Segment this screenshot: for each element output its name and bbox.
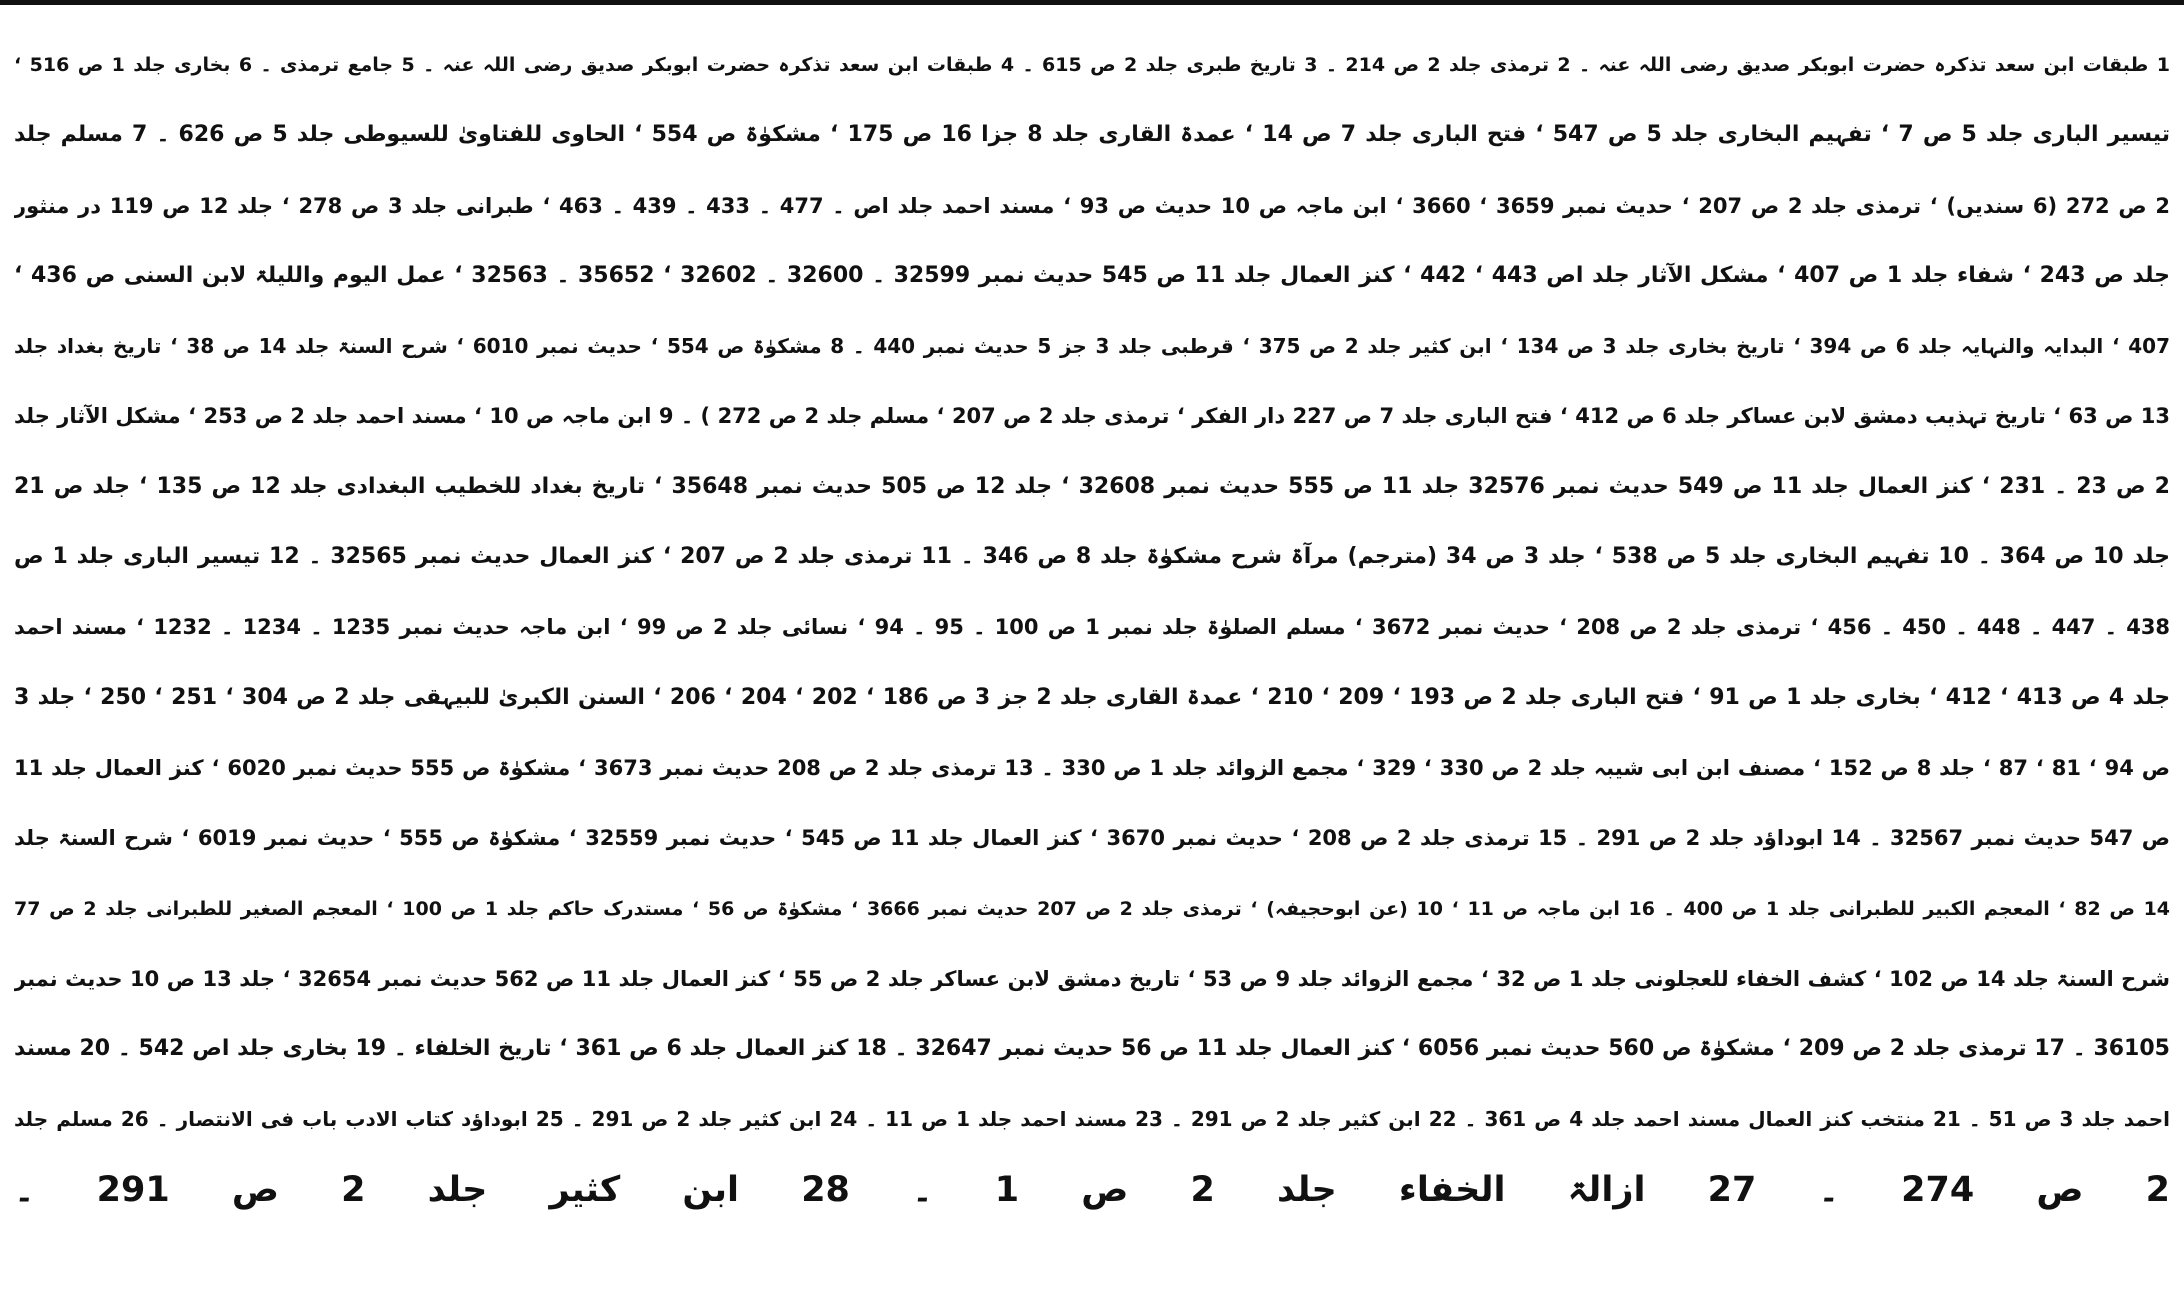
reference-line: 14 ص 82 ‘ المعجم الکبیر للطبرانی جلد 1 ص 400 ۔ 16 ابن ماجہ ص 11 ‘ 10 (عن ابوحجیفہ) ‘ ترمذی جلد 2 ص 207 حدیث نمبر 3666 ‘ مشکوٰۃ ص 56 ‘ مستدرک حاکم جلد 1 ص 100 ‘ المعجم الصغیر للطبرانی جلد 2 ص 77 — [14, 897, 2170, 920]
reference-line: 36105 ۔ 17 ترمذی جلد 2 ص 209 ‘ مشکوٰۃ ص 560 حدیث نمبر 6056 ‘ کنز العمال جلد 11 ص 56 حدیث نمبر 32647 ۔ 18 کنز العمال جلد 6 ص 361 ‘ تاریخ الخلفاء ۔ 19 بخاری جلد اص 542 ۔ 20 مسند — [14, 1036, 2170, 1062]
reference-line-last: 2 ص 274 ۔ 27 ازالۃ الخفاء جلد 2 ص 1 ۔ 28 ابن کثیر جلد 2 ص 291 ۔ — [14, 1169, 2170, 1210]
top-border-rule — [0, 0, 2184, 5]
reference-line: تیسیر الباری جلد 5 ص 7 ‘ تفہیم البخاری جلد 5 ص 547 ‘ فتح الباری جلد 7 ص 14 ‘ عمدۃ القاری جلد 8 جزا 16 ص 175 ‘ مشکوٰۃ ص 554 ‘ الحاوی للفتاویٰ للسیوطی جلد 5 ص 626 ۔ 7 مسلم جلد — [14, 122, 2170, 148]
reference-line: 407 ‘ البدایہ والنہایہ جلد 6 ص 394 ‘ تاریخ بخاری جلد 3 ص 134 ‘ ابن کثیر جلد 2 ص 375 ‘ قرطبی جلد 3 جز 5 حدیث نمبر 440 ۔ 8 مشکوٰۃ ص 554 ‘ حدیث نمبر 6010 ‘ شرح السنۃ جلد 14 ص 38 ‘ تاریخ بغداد جلد — [14, 334, 2170, 359]
reference-line: ص 94 ‘ 81 ‘ 87 ‘ جلد 8 ص 152 ‘ مصنف ابن ابی شیبہ جلد 2 ص 330 ‘ 329 ‘ مجمع الزوائد جلد 1 ص 330 ۔ 13 ترمذی جلد 2 ص 208 حدیث نمبر 3673 ‘ مشکوٰۃ ص 555 حدیث نمبر 6020 ‘ کنز العمال جلد 11 — [14, 755, 2170, 780]
references-block — [14, 30, 2170, 1225]
reference-line: 13 ص 63 ‘ تاریخ تہذیب دمشق لابن عساکر جلد 6 ص 412 ‘ فتح الباری جلد 7 ص 227 دار الفکر ‘ ترمذی جلد 2 ص 207 ‘ مسلم جلد 2 ص 272 ) ۔ 9 ابن ماجہ ص 10 ‘ مسند احمد جلد 2 ص 253 ‘ مشکل الآثار جلد — [14, 404, 2170, 429]
reference-line: جلد 4 ص 413 ‘ 412 ‘ بخاری جلد 1 ص 91 ‘ فتح الباری جلد 2 ص 193 ‘ 209 ‘ 210 ‘ عمدۃ القاری جلد 2 جز 3 ص 186 ‘ 202 ‘ 204 ‘ 206 ‘ السنن الکبریٰ للبیہقی جلد 2 ص 304 ‘ 251 ‘ 250 ‘ جلد 3 — [14, 684, 2170, 710]
reference-line: ص 547 حدیث نمبر 32567 ۔ 14 ابوداؤد جلد 2 ص 291 ۔ 15 ترمذی جلد 2 ص 208 ‘ حدیث نمبر 3670 ‘ کنز العمال جلد 11 ص 545 ‘ حدیث نمبر 32559 ‘ مشکوٰۃ ص 555 ‘ حدیث نمبر 6019 ‘ شرح السنۃ جلد — [14, 826, 2170, 851]
reference-line: احمد جلد 3 ص 51 ۔ 21 منتخب کنز العمال مسند احمد جلد 4 ص 361 ۔ 22 ابن کثیر جلد 2 ص 291 ۔ 23 مسند احمد جلد 1 ص 11 ۔ 24 ابن کثیر جلد 2 ص 291 ۔ 25 ابوداؤد کتاب الادب باب فی الانتصار ۔ 26 مسلم جلد — [14, 1107, 2170, 1132]
reference-line: 1 طبقات ابن سعد تذکرہ حضرت ابوبکر صدیق رضی اللہ عنہ ۔ 2 ترمذی جلد 2 ص 214 ۔ 3 تاریخ طبری جلد 2 ص 615 ۔ 4 طبقات ابن سعد تذکرہ حضرت ابوبکر صدیق رضی اللہ عنہ ۔ 5 جامع ترمذی ۔ 6 بخاری جلد 1 ص 516 ‘ — [14, 54, 2170, 76]
reference-line: جلد 10 ص 364 ۔ 10 تفہیم البخاری جلد 5 ص 538 ‘ جلد 3 ص 34 (مترجم) مرآۃ شرح مشکوٰۃ جلد 8 ص 346 ۔ 11 ترمذی جلد 2 ص 207 ‘ کنز العمال حدیث نمبر 32565 ۔ 12 تیسیر الباری جلد 1 ص — [14, 544, 2170, 570]
reference-line: 438 ۔ 447 ۔ 448 ۔ 450 ۔ 456 ‘ ترمذی جلد 2 ص 208 ‘ حدیث نمبر 3672 ‘ مسلم الصلوٰۃ جلد نمبر 1 ص 100 ۔ 95 ۔ 94 ‘ نسائی جلد 2 ص 99 ‘ ابن ماجہ حدیث نمبر 1235 ۔ 1234 ۔ 1232 ‘ مسند احمد — [14, 615, 2170, 640]
reference-line: 2 ص 23 ۔ 231 ‘ کنز العمال جلد 11 ص 549 حدیث نمبر 32576 جلد 11 ص 555 حدیث نمبر 32608 ‘ جلد 12 ص 505 حدیث نمبر 35648 ‘ تاریخ بغداد للخطیب البغدادی جلد 12 ص 135 ‘ جلد ص 21 — [14, 473, 2170, 499]
reference-line: 2 ص 272 (6 سندیں) ‘ ترمذی جلد 2 ص 207 ‘ حدیث نمبر 3659 ‘ 3660 ‘ ابن ماجہ ص 10 حدیث ص 93 ‘ مسند احمد جلد اص ۔ 477 ۔ 433 ۔ 439 ۔ 463 ‘ طبرانی جلد 3 ص 278 ‘ جلد 12 ص 119 در منثور — [14, 193, 2170, 218]
document-page — [14, 30, 2170, 1295]
reference-line: شرح السنۃ جلد 14 ص 102 ‘ کشف الخفاء للعجلونی جلد 1 ص 32 ‘ مجمع الزوائد جلد 9 ص 53 ‘ تاریخ دمشق لابن عساکر جلد 2 ص 55 ‘ کنز العمال جلد 11 ص 562 حدیث نمبر 32654 ‘ جلد 13 ص 10 حدیث نمبر — [14, 966, 2170, 991]
reference-line: جلد ص 243 ‘ شفاء جلد 1 ص 407 ‘ مشکل الآثار جلد اص 443 ‘ 442 ‘ کنز العمال جلد 11 ص 545 حدیث نمبر 32599 ۔ 32600 ۔ 32602 ‘ 35652 ۔ 32563 ‘ عمل الیوم واللیلۃ لابن السنی ص 436 ‘ — [14, 262, 2170, 288]
